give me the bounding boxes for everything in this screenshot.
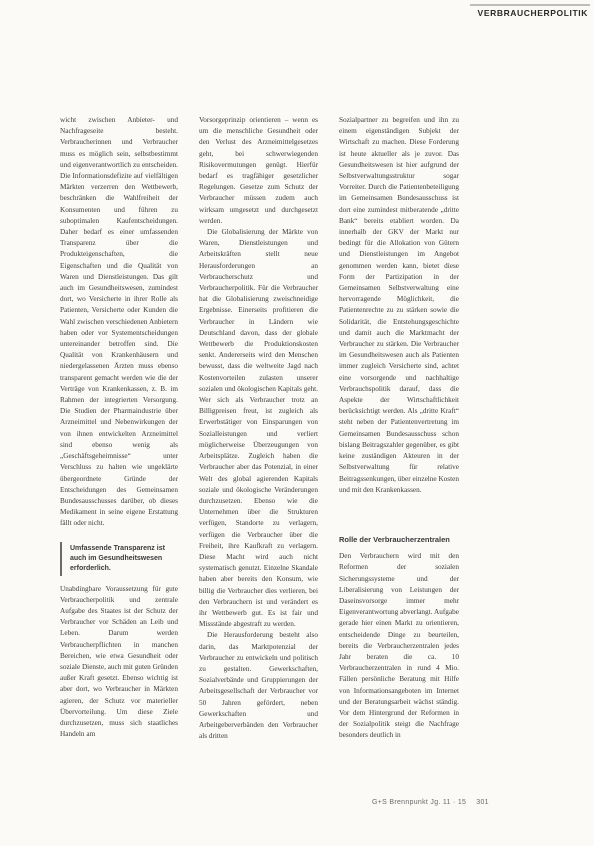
pull-quote: Umfassende Transparenz ist auch im Gesundheitswesen erforderlich. bbox=[60, 542, 178, 576]
paragraph: wicht zwischen Anbieter- und Nachfrageseite besteht. Verbraucherinnen und Verbraucher muss es möglich sein, selbstbestimmt und eigenverantwortlich zu entscheiden. Die Informationsdefizite auf vielfältigen Märkten verzerren den Wettbewerb, beschränken die Wahlfreiheit der Konsumenten und führen zu suboptimalen Kaufentscheidungen. Daher bedarf es einer umfassenden Transparenz über die Produkteigenschaften, die Eigenschaften und die Qualität von Waren und Dienstleistungen. Das gilt auch im Gesundheitswesen, zumindest dort, wo Versicherte in ihrer Rolle als Patienten, Versicherte oder Kunden die Wahl zwischen verschiedenen Anbietern haben oder vor Systementscheidungen untereinander betroffen sind. Die Qualität von Krankenhäusern und niedergelassenen Ärzten muss ebenso transparent gemacht werden wie die der Verträge von Krankenkassen, z. B. im Rahmen der integrierten Versorgung. Die Studien der Pharmaindustrie über Arzneimittel und Nebenwirkungen der von ihnen entwickelten Arzneimittel sind ebenso wenig als „Geschäftsgeheimnisse“ unter Verschluss zu halten wie ungeklärte übergeordnete Gründe der Entscheidungen des Gemeinsamen Bundesausschusses darüber, ob dieses Medikament in seine eigene Erstattung fällt oder nicht. bbox=[60, 116, 178, 528]
journal-name: G+S Brennpunkt Jg. 11 · 15 bbox=[372, 799, 467, 806]
paragraph: Die Herausforderung besteht also darin, das Marktpotenzial der Verbraucher zu entwickeln und politisch zu gestalten. Gewerkschaften, Sozialverbände und Gruppierungen der Arbeitsgesellschaft der Verbraucher vor 50 Jahren gefördert, neben Gewerkschaften und Arbeitgeberverbänden den Verbraucher als dritten bbox=[199, 631, 318, 741]
paragraph: Unabdingbare Voraussetzung für gute Verbraucherpolitik und zentrale Aufgabe des Staates ist der Schutz der Verbraucher vor Schäden an Leib und Leben. Darum werden Verbraucherpflichten in manchen Bereichen, wie etwa Gesundheit oder soziale Dienste, auch mit guten Gründen außer Kraft gesetzt. Ebenso wichtig ist aber dort, wo Verbraucher in Märkten agieren, der Schutz vor materieller Übervorteilung. Um diese Ziele durchzusetzen, muss sich staatliches Handeln am bbox=[60, 584, 178, 739]
page-number: 301 bbox=[476, 799, 489, 806]
text-column-2 bbox=[199, 115, 318, 742]
header-rule bbox=[470, 4, 590, 6]
paragraph: Vorsorgeprinzip orientieren – wenn es um die menschliche Gesundheit oder den Verlust des Arzneimittelgesetzes geht, bei schwerwiegenden Risikovermutungen genügt. Hierfür bedarf es tragfähiger gesetzlicher Regelungen. Gesetze zum Schutz der Verbraucher müssen zudem auch wirksam umgesetzt und durchgesetzt werden. bbox=[199, 116, 318, 225]
paragraph: Sozialpartner zu begreifen und ihn zu einem eigenständigen Subjekt der Wirtschaft zu machen. Diese Forderung ist heute aktueller als je zuvor. Das Gesundheitswesen ist hier aufgrund der Selbstverwaltungsstruktur sogar Vorreiter. Durch die Patientenbeteiligung im Gemeinsamen Bundesausschuss ist dort eine zumindest mitberatende „dritte Bank“ bereits etabliert worden. Da innerhalb der GKV der Markt nur bedingt für die Allokation von Gütern und Dienstleistungen im Angebot genommen werden kann, bietet diese Form der Partizipation in der Gemeinsamen Selbstverwaltung eine hervorragende Möglichkeit, die Patientenrechte zu zu stärken sowie die Solidarität, die Entstehungsgeschichte und damit auch die Marktmacht der Verbraucher zu stärken. Die Verbraucher im Gesundheitswesen auch als Patienten immer zugleich Versicherte sind, achtet eine vorsorgende und nachhaltige Verbrauchspolitik darauf, dass die Aspekte der Wirtschaftlichkeit berücksichtigt werden. Als „dritte Kraft“ steht neben der Patientenvertretung im Gemeinsamen Bundesausschuss schon bislang Beitragszahler gegenüber, es gibt keine zuständigen Akteuren in der Selbstverwaltung für relative Beitragssenkungen, über einzelne Kosten und mit den Krankenkassen. bbox=[339, 116, 459, 494]
paragraph: Die Globalisierung der Märkte von Waren, Dienstleistungen und Arbeitskräften stellt neue Herausforderungen an Verbraucherschutz und Verbraucherpolitik. Für die Verbraucher hat die Globalisierung zweischneidige Ergebnisse. Einerseits profitieren die Verbraucher in Ländern wie Deutschland davon, dass der globale Wettbewerb die Produktionskosten senkt. Andererseits wird den Menschen bewusst, dass die weltweite Jagd nach Kostenvorteilen zulasten unserer sozialen und ökologischen Kapitals geht. Wer sich als Verbraucher trotz an Billigpreisen freut, ist zugleich als Erwerbstätiger von Einsparungen von Sozialleistungen und verliert möglicherweise Überzeugungen von Arbeitsplätze. Zugleich haben die Verbraucher aber das Potenzial, in einer Welt des global agierenden Kapitals soziale und ökologische Veränderungen durchzusetzen. Ebenso wie die Unternehmen über die Strukturen verfügen, Standorte zu verlagern, verfügen die Verbraucher über die Freiheit, ihre Kaufkraft zu verlagern. Diese Macht wird auch nicht systematisch genutzt. Einzelne Skandale haben aber bereits den Konsum, wie billig die Verbraucher dies verlieren, bei den Verbrauchern ist und verändert es ihr Wettbewerb gut. Es ist fair und Missstände abgestraft zu werden. bbox=[199, 228, 318, 629]
page-footer bbox=[372, 799, 489, 806]
text-column-1 bbox=[60, 115, 178, 740]
subheading: Rolle der Verbraucherzentralen bbox=[339, 534, 450, 544]
text-column-3 bbox=[339, 115, 459, 742]
section-title: VERBRAUCHERPOLITIK bbox=[477, 8, 588, 18]
paragraph: Den Verbrauchern wird mit den Reformen der sozialen Sicherungssysteme und der Liberalisierung von Leistungen der Daseinsvorsorge immer mehr Eigenverantwortung abverlangt. Aufgabe gerade hier einen Markt zu orientieren, entscheidende Dinge zu beurteilen, bereits die Verbraucherzentralen jedes Jahr beraten die ca. 10 Verbraucherzentralen in rund 4 Mio. Fällen persönliche Beratung mit Hilfe von Informationsangeboten im Internet und der Beratungsarbeit wächst ständig. Vor dem Hintergrund der Reformen in der Sozialpolitik steigt die Nachfrage besonders deutlich in bbox=[339, 552, 459, 740]
